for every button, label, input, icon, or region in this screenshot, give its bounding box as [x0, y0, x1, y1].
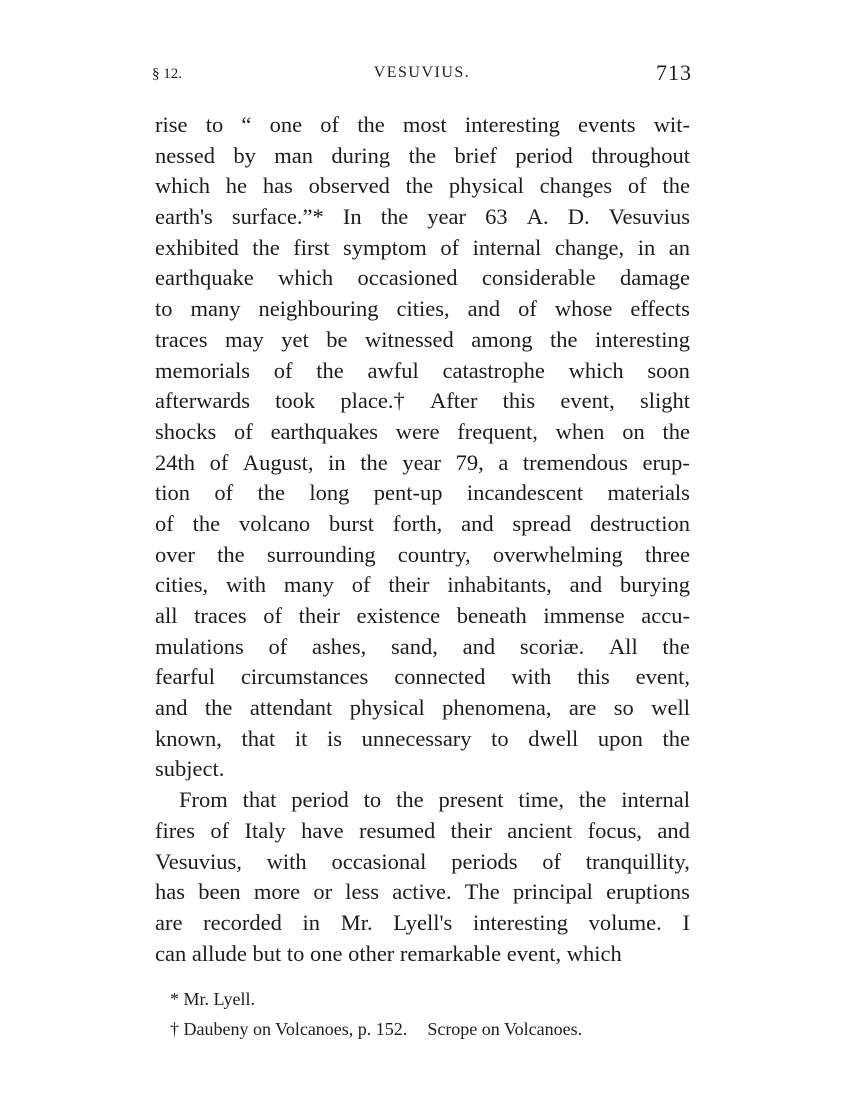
- text-line: memorials of the awful catastrophe which soon: [155, 357, 690, 383]
- footnote-2-citation-2: Scrope on Volcanoes.: [427, 1019, 583, 1039]
- page-number: 713: [656, 60, 692, 85]
- text-line: are recorded in Mr. Lyell's interesting volume. I: [155, 909, 690, 935]
- running-title: VESUVIUS.: [373, 64, 471, 81]
- paragraph-1: [155, 110, 690, 785]
- text-line: afterwards took place.† After this event, slight: [155, 388, 690, 414]
- running-head: [152, 60, 692, 88]
- text-line: tion of the long pent-up incandescent materials: [155, 480, 690, 506]
- text-line: over the surrounding country, overwhelming three: [155, 541, 690, 567]
- text-line: earth's surface.”* In the year 63 A. D. Vesuvius: [155, 204, 690, 230]
- text-line: mulations of ashes, sand, and scoriæ. All the: [155, 633, 690, 659]
- body-text: [155, 110, 690, 969]
- text-line: which he has observed the physical changes of the: [155, 173, 690, 199]
- text-line: and the attendant physical phenomena, are so well: [155, 695, 690, 721]
- text-line: known, that it is unnecessary to dwell upon the: [155, 725, 690, 751]
- footnote-2: [170, 1014, 690, 1044]
- text-line: subject.: [155, 756, 225, 782]
- text-line: traces may yet be witnessed among the interesting: [155, 326, 690, 352]
- section-number: § 12.: [152, 66, 182, 82]
- text-line: all traces of their existence beneath immense accu-: [155, 603, 690, 628]
- text-line: can allude but to one other remarkable event, which: [155, 940, 622, 966]
- text-line: has been more or less active. The principal eruptions: [155, 879, 690, 905]
- text-line: to many neighbouring cities, and of whose effects: [155, 296, 690, 322]
- paragraph-2: [155, 785, 690, 969]
- text-line: shocks of earthquakes were frequent, when on the: [155, 418, 690, 444]
- footnotes: [170, 984, 690, 1044]
- footnote-1: * Mr. Lyell.: [170, 989, 255, 1009]
- text-line: rise to “ one of the most interesting events wit-: [155, 112, 690, 137]
- footnote-2-citation-1: † Daubeny on Volcanoes, p. 152.: [170, 1019, 408, 1039]
- text-line: 24th of August, in the year 79, a tremendous erup-: [155, 449, 690, 475]
- text-line: nessed by man during the brief period throughout: [155, 142, 690, 168]
- text-line: fires of Italy have resumed their ancient focus, and: [155, 817, 690, 843]
- text-line: From that period to the present time, the internal: [179, 787, 690, 813]
- text-line: of the volcano burst forth, and spread destruction: [155, 510, 690, 536]
- text-line: fearful circumstances connected with this event,: [155, 664, 690, 690]
- text-line: Vesuvius, with occasional periods of tranquillity,: [155, 848, 690, 874]
- text-line: cities, with many of their inhabitants, and burying: [155, 572, 690, 598]
- text-line: exhibited the first symptom of internal change, in an: [155, 234, 690, 260]
- text-line: earthquake which occasioned considerable damage: [155, 265, 690, 291]
